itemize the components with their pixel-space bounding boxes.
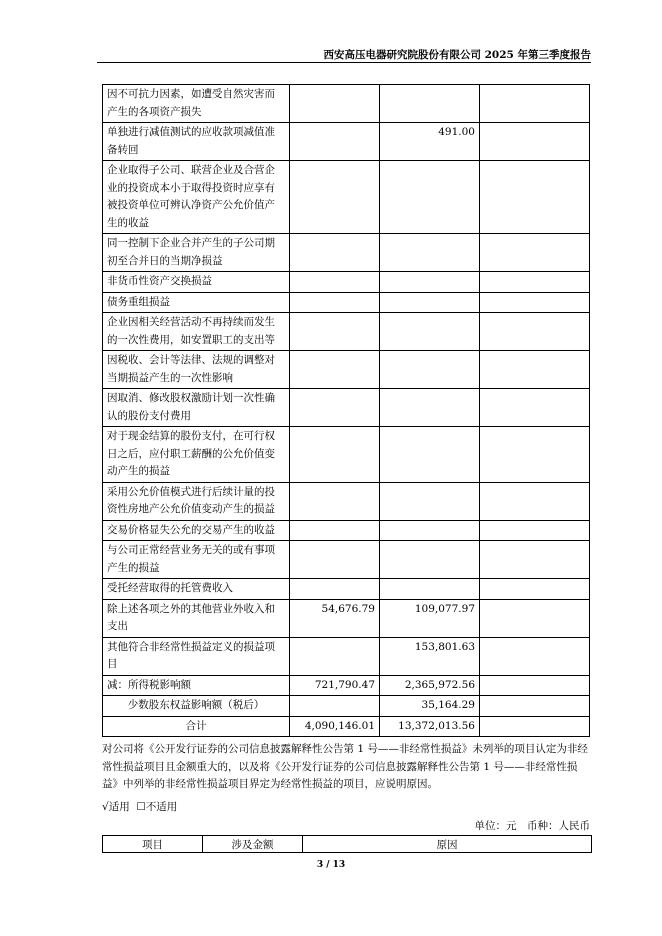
- reason-table: [102, 835, 592, 853]
- current-amount-cell: [290, 637, 380, 675]
- table-row: [103, 599, 590, 637]
- explanation-paragraph: [102, 741, 591, 794]
- ytd-amount-cell: [380, 234, 480, 272]
- table-row: [103, 351, 590, 389]
- table-row: [103, 716, 590, 737]
- current-amount-cell: [290, 389, 380, 427]
- item-cell: 企业取得子公司、联营企业及合营企业的投资成本小于取得投资时应享有被投资单位可辨认净资产公允价值产生的收益: [103, 161, 290, 234]
- current-amount-cell: [290, 482, 380, 520]
- item-cell: 减：所得税影响额: [103, 675, 290, 696]
- item-cell: 少数股东权益影响额（税后）: [103, 696, 290, 717]
- item-cell: 因不可抗力因素，如遭受自然灾害而产生的各项资产损失: [103, 85, 290, 123]
- current-amount-cell: 54,676.79: [290, 599, 380, 637]
- table-row: [103, 482, 590, 520]
- current-amount-cell: [290, 234, 380, 272]
- note-cell: [480, 579, 590, 600]
- ytd-amount-cell: [380, 541, 480, 579]
- current-amount-cell: [290, 85, 380, 123]
- table-row: [103, 313, 590, 351]
- table-row: [103, 696, 590, 717]
- note-cell: [480, 234, 590, 272]
- note-cell: [480, 675, 590, 696]
- item-cell: 采用公允价值模式进行后续计量的投资性房地产公允价值变动产生的损益: [103, 482, 290, 520]
- item-cell: 非货币性资产交换损益: [103, 272, 290, 293]
- page-number: 3 / 13: [316, 860, 346, 870]
- ytd-amount-cell: 153,801.63: [380, 637, 480, 675]
- header-divider: [97, 62, 591, 63]
- table-row: [103, 541, 590, 579]
- current-amount-cell: [290, 427, 380, 483]
- reason-header-item: 项目: [103, 836, 203, 853]
- ytd-amount-cell: [380, 85, 480, 123]
- note-cell: [480, 482, 590, 520]
- current-amount-cell: [290, 292, 380, 313]
- current-amount-cell: 721,790.47: [290, 675, 380, 696]
- ytd-amount-cell: [380, 520, 480, 541]
- table-row: [103, 272, 590, 293]
- ytd-amount-cell: 13,372,013.56: [380, 716, 480, 737]
- current-amount-cell: [290, 313, 380, 351]
- note-cell: [480, 637, 590, 675]
- table-row: [103, 579, 590, 600]
- table-row: [103, 85, 590, 123]
- note-cell: [480, 427, 590, 483]
- table-row: [103, 389, 590, 427]
- note-cell: [480, 696, 590, 717]
- note-cell: [480, 161, 590, 234]
- item-cell: 债务重组损益: [103, 292, 290, 313]
- item-cell: 对于现金结算的股份支付，在可行权日之后，应付职工薪酬的公允价值变动产生的损益: [103, 427, 290, 483]
- unchecked-box[interactable]: ☐: [136, 801, 146, 813]
- unit-currency-line: 单位：元 币种：人民币: [474, 820, 590, 832]
- item-cell: 单独进行减值测试的应收款项减值准备转回: [103, 123, 290, 161]
- current-amount-cell: [290, 520, 380, 541]
- ytd-amount-cell: [380, 389, 480, 427]
- table-row: [103, 520, 590, 541]
- item-cell: 合计: [103, 716, 290, 737]
- current-amount-cell: [290, 351, 380, 389]
- note-cell: [480, 389, 590, 427]
- ytd-amount-cell: [380, 272, 480, 293]
- ytd-amount-cell: [380, 351, 480, 389]
- item-cell: 因取消、修改股权激励计划一次性确认的股份支付费用: [103, 389, 290, 427]
- table-row: [103, 292, 590, 313]
- current-amount-cell: [290, 123, 380, 161]
- current-amount-cell: 4,090,146.01: [290, 716, 380, 737]
- ytd-amount-cell: 109,077.97: [380, 599, 480, 637]
- item-cell: 受托经营取得的托管费收入: [103, 579, 290, 600]
- note-cell: [480, 351, 590, 389]
- table-row: [103, 427, 590, 483]
- item-cell: 交易价格显失公允的交易产生的收益: [103, 520, 290, 541]
- note-cell: [480, 541, 590, 579]
- ytd-amount-cell: [380, 579, 480, 600]
- note-cell: [480, 599, 590, 637]
- ytd-amount-cell: [380, 482, 480, 520]
- note-cell: [480, 292, 590, 313]
- ytd-amount-cell: [380, 161, 480, 234]
- item-cell: 除上述各项之外的其他营业外收入和支出: [103, 599, 290, 637]
- table-row: [103, 123, 590, 161]
- not-applicable-label: 不适用: [145, 801, 178, 813]
- note-cell: [480, 520, 590, 541]
- current-amount-cell: [290, 161, 380, 234]
- note-cell: [480, 716, 590, 737]
- ytd-amount-cell: 35,164.29: [380, 696, 480, 717]
- non-recurring-items-table: [102, 84, 590, 737]
- checked-mark[interactable]: √: [102, 801, 109, 813]
- reason-header-amount: 涉及金额: [203, 836, 303, 853]
- item-cell: 因税收、会计等法律、法规的调整对当期损益产生的一次性影响: [103, 351, 290, 389]
- ytd-amount-cell: [380, 313, 480, 351]
- ytd-amount-cell: [380, 292, 480, 313]
- table-row: [103, 234, 590, 272]
- note-cell: [480, 272, 590, 293]
- applicability-options: [102, 799, 177, 814]
- item-cell: 同一控制下企业合并产生的子公司期初至合并日的当期净损益: [103, 234, 290, 272]
- current-amount-cell: [290, 579, 380, 600]
- ytd-amount-cell: 2,365,972.56: [380, 675, 480, 696]
- table-row: [103, 675, 590, 696]
- current-amount-cell: [290, 696, 380, 717]
- table-row: [103, 637, 590, 675]
- note-cell: [480, 123, 590, 161]
- item-cell: 与公司正常经营业务无关的或有事项产生的损益: [103, 541, 290, 579]
- applicable-label: 适用: [108, 801, 130, 813]
- current-amount-cell: [290, 272, 380, 293]
- note-cell: [480, 313, 590, 351]
- ytd-amount-cell: 491.00: [380, 123, 480, 161]
- reason-header-reason: 原因: [303, 836, 592, 853]
- note-cell: [480, 85, 590, 123]
- table-row: [103, 161, 590, 234]
- ytd-amount-cell: [380, 427, 480, 483]
- item-cell: 其他符合非经常性损益定义的损益项目: [103, 637, 290, 675]
- report-header: 西安高压电器研究院股份有限公司 2025 年第三季度报告: [323, 49, 591, 61]
- item-cell: 企业因相关经营活动不再持续而发生的一次性费用，如安置职工的支出等: [103, 313, 290, 351]
- current-amount-cell: [290, 541, 380, 579]
- explanation-text: 对公司将《公开发行证券的公司信息披露解释性公告第 1 号——非经常性损益》未列举的项目认定为非经常性损益项目且金额重大的，以及将《公开发行证券的公司信息披露解释性公告第 1 号——非经常性损益》中列举的非经常性损益项目界定为经常性损益的项目，应说明原因。: [102, 743, 588, 790]
